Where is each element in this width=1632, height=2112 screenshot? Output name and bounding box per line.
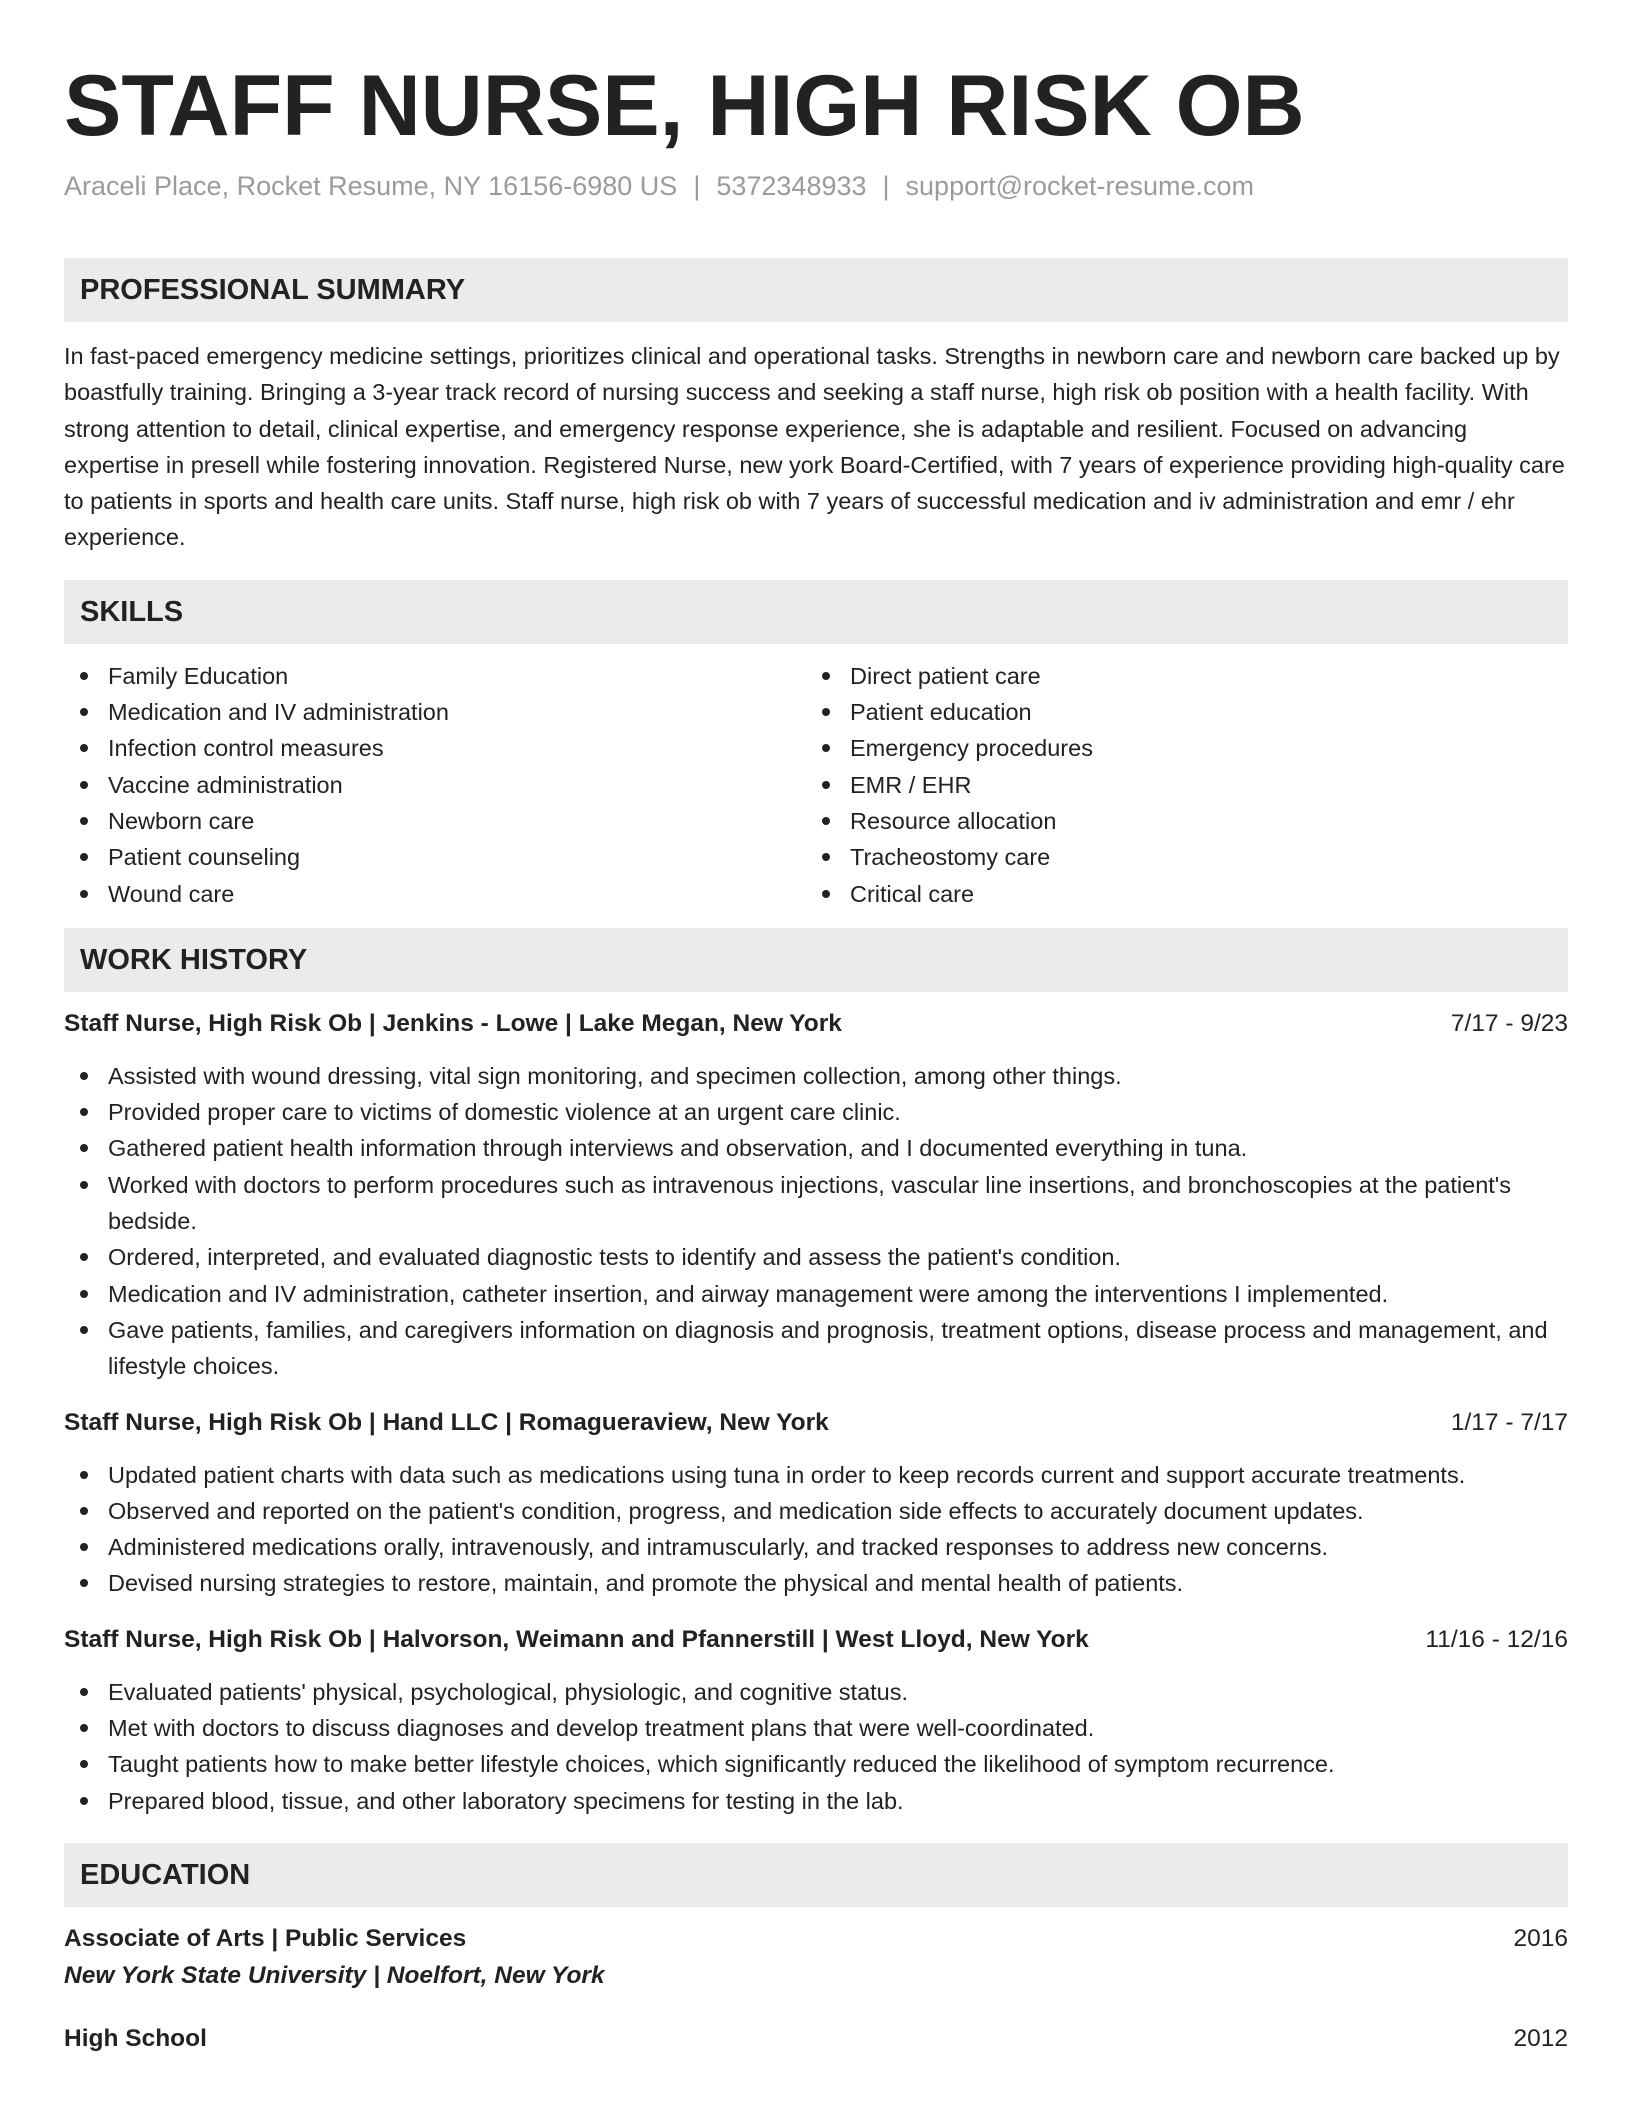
- skill-item: EMR / EHR: [806, 767, 1548, 803]
- contact-email[interactable]: support@rocket-resume.com: [905, 171, 1255, 201]
- job-entry: [64, 1405, 1568, 1602]
- job-bullet: Provided proper care to victims of domestic violence at an urgent care clinic.: [64, 1094, 1568, 1130]
- education-header: [64, 2021, 1568, 2057]
- contact-phone: 5372348933: [716, 171, 867, 201]
- skill-item: Emergency procedures: [806, 730, 1548, 766]
- bullet-icon: [822, 744, 830, 752]
- skill-item: Infection control measures: [64, 730, 806, 766]
- job-header: [64, 1006, 1568, 1042]
- skills-column-left: [64, 658, 806, 912]
- bullet-icon: [822, 781, 830, 789]
- bullet-icon: [822, 672, 830, 680]
- education-school: New York State University | Noelfort, New York: [64, 1961, 605, 1989]
- job-bullet: Updated patient charts with data such as medications using tuna in order to keep records current and support accurate treatments.: [64, 1457, 1568, 1493]
- job-title: Staff Nurse, High Risk Ob | Halvorson, Weimann and Pfannerstill | West Lloyd, New York: [64, 1625, 1089, 1653]
- job-bullets: [64, 1674, 1568, 1819]
- skill-item: Patient education: [806, 694, 1548, 730]
- bullet-icon: [80, 781, 88, 789]
- education-header: [64, 1921, 1568, 1957]
- job-bullet: Devised nursing strategies to restore, maintain, and promote the physical and mental health of patients.: [64, 1565, 1568, 1601]
- skills-column-right: [806, 658, 1548, 912]
- bullet-icon: [80, 853, 88, 861]
- bullet-icon: [822, 708, 830, 716]
- bullet-icon: [80, 1688, 88, 1696]
- bullet-icon: [80, 1579, 88, 1587]
- job-bullet: Prepared blood, tissue, and other laboratory specimens for testing in the lab.: [64, 1783, 1568, 1819]
- job-bullet: Gave patients, families, and caregivers information on diagnosis and prognosis, treatment options, disease process and management, and lifestyle choices.: [64, 1312, 1568, 1385]
- education-year: 2012: [1513, 2024, 1568, 2052]
- bullet-icon: [80, 1326, 88, 1334]
- summary-heading: PROFESSIONAL SUMMARY: [64, 258, 1568, 322]
- job-entry: [64, 1006, 1568, 1385]
- job-bullet: Assisted with wound dressing, vital sign monitoring, and specimen collection, among other things.: [64, 1058, 1568, 1094]
- skill-item: Critical care: [806, 876, 1548, 912]
- bullet-icon: [80, 1543, 88, 1551]
- skill-item: Vaccine administration: [64, 767, 806, 803]
- skill-item: Tracheostomy care: [806, 839, 1548, 875]
- bullet-icon: [80, 817, 88, 825]
- bullet-icon: [822, 853, 830, 861]
- bullet-icon: [822, 890, 830, 898]
- contact-line: [64, 168, 1568, 204]
- job-entry: [64, 1622, 1568, 1819]
- job-bullet: Administered medications orally, intravenously, and intramuscularly, and tracked responses to address new concerns.: [64, 1529, 1568, 1565]
- education-entry: [64, 2021, 1568, 2057]
- work-history-heading: WORK HISTORY: [64, 928, 1568, 992]
- skill-item: Family Education: [64, 658, 806, 694]
- job-dates: 1/17 - 7/17: [1450, 1408, 1568, 1436]
- contact-address: Araceli Place, Rocket Resume, NY 16156-6980 US: [64, 171, 678, 201]
- skill-item: Direct patient care: [806, 658, 1548, 694]
- job-title: Staff Nurse, High Risk Ob | Jenkins - Lowe | Lake Megan, New York: [64, 1009, 842, 1037]
- bullet-icon: [80, 890, 88, 898]
- job-title: Staff Nurse, High Risk Ob | Hand LLC | Romagueraview, New York: [64, 1408, 829, 1436]
- education-entry: [64, 1921, 1568, 1995]
- job-dates: 7/17 - 9/23: [1450, 1009, 1568, 1037]
- bullet-icon: [80, 1181, 88, 1189]
- bullet-icon: [80, 708, 88, 716]
- skill-item: Patient counseling: [64, 839, 806, 875]
- job-bullet: Medication and IV administration, catheter insertion, and airway management were among the interventions I implemented.: [64, 1276, 1568, 1312]
- education-heading: EDUCATION: [64, 1843, 1568, 1907]
- summary-text: In fast-paced emergency medicine settings, prioritizes clinical and operational tasks. Strengths in newborn care and newborn care backed up by boastfully training. Bringing a 3-year track record of nursing success and seeking a staff nurse, high risk ob position with a health facility. With strong attention to detail, clinical expertise, and emergency response experience, she is adaptable and resilient. Focused on advancing expertise in presell while fostering innovation. Registered Nurse, new york Board-Certified, with 7 years of experience providing high-quality care to patients in sports and health care units. Staff nurse, high risk ob with 7 years of successful medication and iv administration and emr / ehr experience.: [64, 343, 1565, 551]
- job-bullet: Taught patients how to make better lifestyle choices, which significantly reduced the likelihood of symptom recurrence.: [64, 1746, 1568, 1782]
- bullet-icon: [80, 1797, 88, 1805]
- job-header: [64, 1622, 1568, 1658]
- skill-item: Resource allocation: [806, 803, 1548, 839]
- job-bullet: Met with doctors to discuss diagnoses and develop treatment plans that were well-coordinated.: [64, 1710, 1568, 1746]
- job-bullet: Gathered patient health information through interviews and observation, and I documented everything in tuna.: [64, 1130, 1568, 1166]
- job-bullet: Ordered, interpreted, and evaluated diagnostic tests to identify and assess the patient's condition.: [64, 1239, 1568, 1275]
- bullet-icon: [80, 1507, 88, 1515]
- resume-title: STAFF NURSE, HIGH RISK OB: [64, 58, 1305, 154]
- job-bullets: [64, 1457, 1568, 1602]
- bullet-icon: [80, 1471, 88, 1479]
- job-header: [64, 1405, 1568, 1441]
- bullet-icon: [80, 1760, 88, 1768]
- job-bullet: Observed and reported on the patient's condition, progress, and medication side effects to accurately document updates.: [64, 1493, 1568, 1529]
- contact-separator: |: [693, 171, 701, 201]
- skill-item: Wound care: [64, 876, 806, 912]
- job-bullets: [64, 1058, 1568, 1385]
- bullet-icon: [80, 1290, 88, 1298]
- bullet-icon: [822, 817, 830, 825]
- education-degree: High School: [64, 2024, 207, 2052]
- contact-separator: |: [882, 171, 890, 201]
- skills-grid: [64, 658, 1568, 912]
- job-dates: 11/16 - 12/16: [1425, 1625, 1568, 1653]
- bullet-icon: [80, 1724, 88, 1732]
- bullet-icon: [80, 1108, 88, 1116]
- bullet-icon: [80, 1144, 88, 1152]
- education-degree: Associate of Arts | Public Services: [64, 1924, 467, 1952]
- job-bullet: Evaluated patients' physical, psychological, physiologic, and cognitive status.: [64, 1674, 1568, 1710]
- bullet-icon: [80, 744, 88, 752]
- job-bullet: Worked with doctors to perform procedures such as intravenous injections, vascular line insertions, and bronchoscopies at the patient's bedside.: [64, 1167, 1568, 1240]
- bullet-icon: [80, 672, 88, 680]
- skill-item: Medication and IV administration: [64, 694, 806, 730]
- bullet-icon: [80, 1253, 88, 1261]
- skill-item: Newborn care: [64, 803, 806, 839]
- skills-heading: SKILLS: [64, 580, 1568, 644]
- bullet-icon: [80, 1072, 88, 1080]
- education-year: 2016: [1513, 1924, 1568, 1952]
